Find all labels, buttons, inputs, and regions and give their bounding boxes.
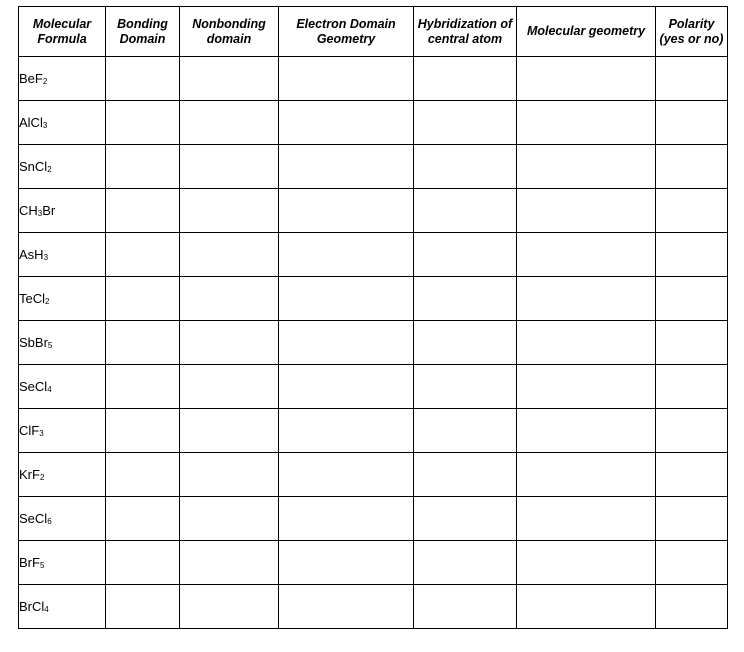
table-row <box>19 101 728 145</box>
formula-cell <box>19 145 106 189</box>
header-hybridization: Hybridization of central atom <box>414 7 517 57</box>
polarity-cell[interactable] <box>656 57 728 101</box>
hybridization-cell[interactable] <box>414 101 517 145</box>
electron-domain-geometry-cell[interactable] <box>279 365 414 409</box>
bonding-domain-cell[interactable] <box>106 365 180 409</box>
polarity-cell[interactable] <box>656 145 728 189</box>
formula-subscript: 3 <box>42 121 48 130</box>
formula-cell <box>19 497 106 541</box>
formula-cell <box>19 277 106 321</box>
bonding-domain-cell[interactable] <box>106 497 180 541</box>
electron-domain-geometry-cell[interactable] <box>279 321 414 365</box>
molecular-geometry-cell[interactable] <box>517 57 656 101</box>
bonding-domain-cell[interactable] <box>106 233 180 277</box>
formula-cell <box>19 453 106 497</box>
hybridization-cell[interactable] <box>414 321 517 365</box>
formula-cell <box>19 409 106 453</box>
formula-subscript: 2 <box>45 297 50 306</box>
formula-subscript: 5 <box>39 561 45 570</box>
header-molecular-geometry: Molecular geometry <box>517 7 656 57</box>
header-polarity: Polarity (yes or no) <box>656 7 728 57</box>
nonbonding-domain-cell[interactable] <box>180 453 279 497</box>
electron-domain-geometry-cell[interactable] <box>279 277 414 321</box>
formula-subscript: 2 <box>42 77 48 86</box>
polarity-cell[interactable] <box>656 365 728 409</box>
table-row <box>19 541 728 585</box>
molecular-geometry-cell[interactable] <box>517 409 656 453</box>
formula-cell <box>19 321 106 365</box>
formula-text: ClF <box>19 423 40 438</box>
formula-subscript: 2 <box>47 165 52 174</box>
electron-domain-geometry-cell[interactable] <box>279 145 414 189</box>
hybridization-cell[interactable] <box>414 145 517 189</box>
table-row <box>19 57 728 101</box>
molecular-geometry-cell[interactable] <box>517 189 656 233</box>
formula-text: TeCl <box>19 291 46 306</box>
nonbonding-domain-cell[interactable] <box>180 365 279 409</box>
formula-subscript: 4 <box>44 605 49 614</box>
polarity-cell[interactable] <box>656 321 728 365</box>
table-row <box>19 233 728 277</box>
electron-domain-geometry-cell[interactable] <box>279 541 414 585</box>
formula-text: SbBr <box>19 335 48 350</box>
molecular-geometry-cell[interactable] <box>517 453 656 497</box>
formula-text: BrF <box>19 555 40 570</box>
molecular-geometry-cell[interactable] <box>517 365 656 409</box>
hybridization-cell[interactable] <box>414 409 517 453</box>
polarity-cell[interactable] <box>656 409 728 453</box>
table-row <box>19 365 728 409</box>
formula-text: AlCl <box>19 115 43 130</box>
electron-domain-geometry-cell[interactable] <box>279 101 414 145</box>
electron-domain-geometry-cell[interactable] <box>279 453 414 497</box>
hybridization-cell[interactable] <box>414 189 517 233</box>
hybridization-cell[interactable] <box>414 585 517 629</box>
bonding-domain-cell[interactable] <box>106 277 180 321</box>
nonbonding-domain-cell[interactable] <box>180 233 279 277</box>
bonding-domain-cell[interactable] <box>106 409 180 453</box>
header-nonbonding-domain: Nonbonding domain <box>180 7 279 57</box>
molecular-geometry-cell[interactable] <box>517 585 656 629</box>
formula-subscript: 2 <box>39 473 45 482</box>
bonding-domain-cell[interactable] <box>106 101 180 145</box>
table-row <box>19 453 728 497</box>
formula-cell <box>19 541 106 585</box>
polarity-cell[interactable] <box>656 585 728 629</box>
polarity-cell[interactable] <box>656 189 728 233</box>
nonbonding-domain-cell[interactable] <box>180 57 279 101</box>
nonbonding-domain-cell[interactable] <box>180 409 279 453</box>
nonbonding-domain-cell[interactable] <box>180 541 279 585</box>
bonding-domain-cell[interactable] <box>106 189 180 233</box>
formula-subscript: 6 <box>47 517 52 526</box>
formula-text: CH <box>19 203 38 218</box>
electron-domain-geometry-cell[interactable] <box>279 585 414 629</box>
hybridization-cell[interactable] <box>414 57 517 101</box>
formula-subscript: 3 <box>37 209 43 218</box>
table-row <box>19 321 728 365</box>
nonbonding-domain-cell[interactable] <box>180 189 279 233</box>
formula-text: SeCl <box>19 511 48 526</box>
hybridization-cell[interactable] <box>414 453 517 497</box>
nonbonding-domain-cell[interactable] <box>180 101 279 145</box>
table-row <box>19 585 728 629</box>
formula-text: BrCl <box>19 599 45 614</box>
formula-subscript: 4 <box>47 385 52 394</box>
formula-text: BeF <box>19 71 43 86</box>
molecular-geometry-cell[interactable] <box>517 145 656 189</box>
formula-text: SnCl <box>19 159 48 174</box>
hybridization-cell[interactable] <box>414 365 517 409</box>
molecular-geometry-cell[interactable] <box>517 233 656 277</box>
nonbonding-domain-cell[interactable] <box>180 145 279 189</box>
polarity-cell[interactable] <box>656 453 728 497</box>
polarity-cell[interactable] <box>656 101 728 145</box>
header-bonding-domain: Bonding Domain <box>106 7 180 57</box>
polarity-cell[interactable] <box>656 541 728 585</box>
formula-text: AsH <box>19 247 44 262</box>
formula-cell <box>19 189 106 233</box>
formula-subscript: 5 <box>47 341 53 350</box>
molecular-geometry-cell[interactable] <box>517 541 656 585</box>
molecular-geometry-cell[interactable] <box>517 321 656 365</box>
formula-cell <box>19 57 106 101</box>
header-molecular-formula: Molecular Formula <box>19 7 106 57</box>
table-body <box>19 57 728 629</box>
polarity-cell[interactable] <box>656 233 728 277</box>
formula-cell <box>19 365 106 409</box>
hybridization-cell[interactable] <box>414 497 517 541</box>
hybridization-cell[interactable] <box>414 233 517 277</box>
hybridization-cell[interactable] <box>414 277 517 321</box>
electron-domain-geometry-cell[interactable] <box>279 57 414 101</box>
molecular-geometry-cell[interactable] <box>517 277 656 321</box>
nonbonding-domain-cell[interactable] <box>180 277 279 321</box>
electron-domain-geometry-cell[interactable] <box>279 497 414 541</box>
polarity-cell[interactable] <box>656 277 728 321</box>
nonbonding-domain-cell[interactable] <box>180 321 279 365</box>
formula-cell <box>19 585 106 629</box>
electron-domain-geometry-cell[interactable] <box>279 233 414 277</box>
formula-subscript: 3 <box>43 253 49 262</box>
table-row <box>19 277 728 321</box>
table-row <box>19 189 728 233</box>
molecular-geometry-cell[interactable] <box>517 497 656 541</box>
hybridization-cell[interactable] <box>414 541 517 585</box>
header-electron-domain-geometry: Electron Domain Geometry <box>279 7 414 57</box>
electron-domain-geometry-cell[interactable] <box>279 409 414 453</box>
table-row <box>19 409 728 453</box>
nonbonding-domain-cell[interactable] <box>180 585 279 629</box>
formula-text: SeCl <box>19 379 48 394</box>
polarity-cell[interactable] <box>656 497 728 541</box>
bonding-domain-cell[interactable] <box>106 585 180 629</box>
molecular-geometry-cell[interactable] <box>517 101 656 145</box>
bonding-domain-cell[interactable] <box>106 453 180 497</box>
table-row <box>19 145 728 189</box>
bonding-domain-cell[interactable] <box>106 145 180 189</box>
formula-text: Br <box>42 203 56 218</box>
formula-cell <box>19 233 106 277</box>
electron-domain-geometry-cell[interactable] <box>279 189 414 233</box>
bonding-domain-cell[interactable] <box>106 321 180 365</box>
formula-subscript: 3 <box>39 429 44 438</box>
bonding-domain-cell[interactable] <box>106 57 180 101</box>
formula-text: KrF <box>19 467 40 482</box>
molecule-table <box>18 6 728 629</box>
formula-cell <box>19 101 106 145</box>
nonbonding-domain-cell[interactable] <box>180 497 279 541</box>
bonding-domain-cell[interactable] <box>106 541 180 585</box>
header-row <box>19 7 728 57</box>
table-row <box>19 497 728 541</box>
